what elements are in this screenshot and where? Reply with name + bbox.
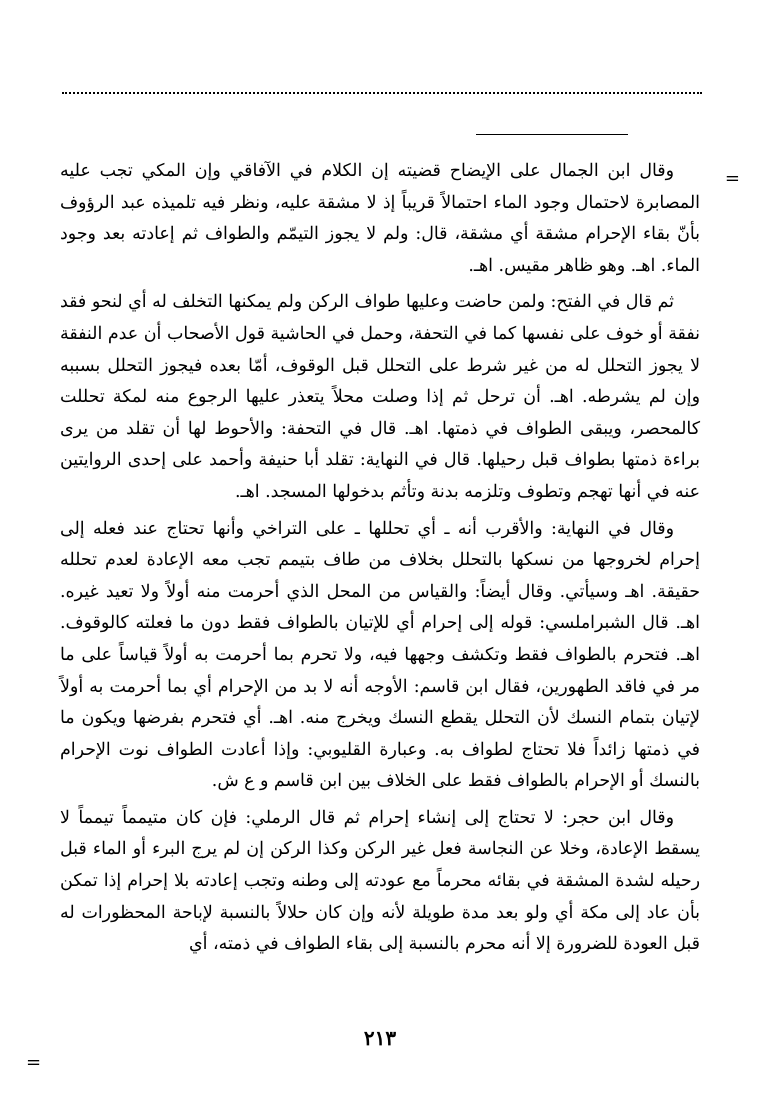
continuation-marker-top: = (724, 168, 740, 189)
paragraph: وقال ابن حجر: لا تحتاج إلى إنشاء إحرام ثم قال الرملي: فإن كان متيمماً تيمماً لا يسقط الإعادة، وخلا عن النجاسة فعل غير الركن وكذا الركن إن لم يرج البرء أو الماء قبل رحيله لشدة المشقة في بقائه محرماً مع عودته إلى وطنه وتجب إعادته بلا إحرام إذا تمكن بأن عاد إلى مكة أي ولو بعد مدة طويلة لأنه وإن كان حلالاً بالنسبة لإباحة المحظورات له قبل العودة للضرورة إلا أنه محرم بالنسبة إلى بقاء الطواف في ذمته، أي (60, 807, 700, 955)
paragraph: وقال في النهاية: والأقرب أنه ـ أي تحللها ـ على التراخي وأنها تحتاج عند فعله إلى إحرام لخروجها من نسكها بالتحلل بخلاف من طاف بتيمم تجب معه الإعادة لعدم تحلله حقيقة. اهـ وسيأتي. وقال أيضاً: والقياس من المحل الذي أحرمت منه أولاً ولا تعيد غيره. اهـ. قال الشبراملسي: قوله إلى إحرام أي للإتيان بالطواف فقط دون ما فعلته كالوقوف. اهـ. فتحرم بالطواف فقط وتكشف وجهها فيه، ولا تحرم بما أحرمت به أولاً قياساً على ما مر في فاقد الطهورين، فقال ابن قاسم: الأوجه أنه لا بد من الإحرام أي بما أحرمت به أولاً لإتيان بتمام النسك لأن التحلل يقطع النسك ويخرج منه. اهـ. أي فتحرم بفرضها ويكون ما في ذمتها زائداً فلا تحتاج لطواف به. وعبارة القليوبي: وإذا أعادت الطواف نوت الإحرام بالنسك أو الإحرام بالطواف فقط على الخلاف بين ابن قاسم و ع ش. (60, 518, 700, 792)
page-body (60, 156, 700, 961)
page-number: ٢١٣ (363, 1026, 397, 1050)
continuation-marker-bottom: = (26, 1052, 42, 1073)
paragraph: ثم قال في الفتح: ولمن حاضت وعليها طواف الركن ولم يمكنها التخلف له أي لنحو فقد نفقة أو خوف على نفسها كما في التحفة، وحمل في الحاشية قول الأصحاب أن عدم النفقة لا يجوز التحلل له من غير شرط على التحلل قبل الوقوف، أمّا بعده فيجوز التحلل بسببه وإن لم يشرطه. اهـ. أن ترحل ثم إذا وصلت محلاً يتعذر عليها الرجوع منه لمكة تحللت كالمحصر، ويبقى الطواف في ذمتها. اهـ. قال في التحفة: والأحوط لها أن تقلد من يرى براءة ذمتها بطواف قبل رحيلها. قال في النهاية: تقلد أبا حنيفة وأحمد على إحدى الروايتين عنه في أنها تهجم وتطوف وتلزمه بدنة وتأثم بدخولها المسجد. اهـ. (60, 292, 700, 502)
header-short-rule (476, 134, 628, 135)
paragraph: وقال ابن الجمال على الإيضاح قضيته إن الكلام في الآفاقي وإن المكي تجب عليه المصابرة لاحتمال وجود الماء احتمالاً قريباً إذ لا مشقة عليه، ونظر فيه تلميذه عبد الرؤوف بأنّ بقاء الإحرام مشقة أي مشقة، قال: ولم لا يجوز التيمّم والطواف ثم إعادته بعد وجود الماء. اهـ. وهو ظاهر مقيس. اهـ. (60, 161, 700, 276)
header-dotted-rule (62, 92, 702, 94)
